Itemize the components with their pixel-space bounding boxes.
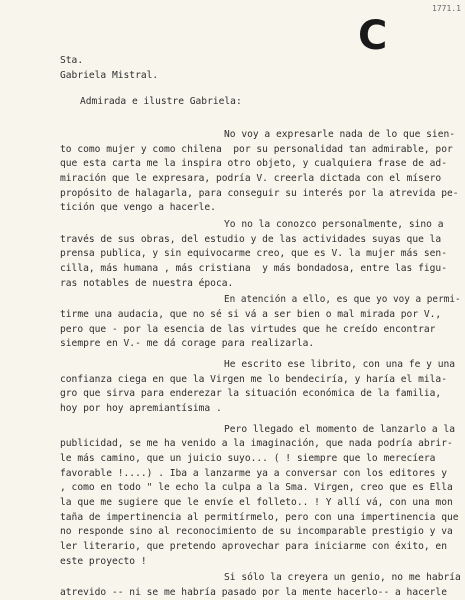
body-line: miración que le expresara, podría V. creerla dictada con el mísero [60, 173, 442, 184]
address-line: Sta. [60, 55, 84, 66]
reference-number: 1771.1 [432, 4, 461, 13]
body-line: hoy por hoy apremiantísima . [60, 403, 222, 414]
body-line: ras notables de nuestra época. [60, 278, 234, 289]
body-line: ler literario, que pretendo aprovechar para iniciarme con éxito, en [60, 541, 447, 552]
salutation: Admirada e ilustre Gabriela: [80, 96, 242, 107]
body-line: siempre en V.- me dá corage para realizarla. [60, 338, 315, 349]
body-line: atrevido -- ni se me habría pasado por la mente hacerlo-- a hacerle [60, 587, 447, 598]
body-line: Pero llegado el momento de lanzarlo a la [224, 424, 456, 435]
body-line: cilla, más humana , más cristiana y más bondadosa, entre las figu- [60, 263, 447, 274]
body-line: la que me sugiere que le envíe el folleto.. ! Y allí vá, con una mon [60, 497, 453, 508]
body-line: favorable !....) . Iba a lanzarme ya a conversar con los editores y [60, 468, 447, 479]
margin-letter-mark: C [358, 13, 388, 59]
address-line: Gabriela Mistral. [60, 70, 159, 81]
body-line: Si sólo la creyera un genio, no me habría [224, 572, 461, 583]
body-line: prensa publica, y sin equivocarme creo, que es V. la mujer más sen- [60, 248, 447, 259]
body-line: que esta carta me la inspira otro objeto, y cualquiera frase de ad- [60, 158, 447, 169]
body-line: No voy a expresarle nada de lo que sien- [224, 129, 456, 140]
body-line: no responde sino al reconocimiento de su incomparable prestigio y va [60, 526, 453, 537]
body-line: pero que - por la esencia de las virtudes que he creído encontrar [60, 324, 436, 335]
body-line: publicidad, se me ha venido a la imaginación, que nada podría abrir- [60, 438, 453, 449]
body-line: , como en todo " le echo la culpa a la Sma. Virgen, creo que es Ella [60, 482, 453, 493]
body-line: En atención a ello, es que yo voy a permi- [224, 294, 461, 305]
body-line: tirme una audacia, que no sé si vá a ser bien o mal mirada por V., [60, 309, 442, 320]
body-line: to como mujer y como chilena por su personalidad tan admirable, por [60, 144, 453, 155]
body-line: taña de impertinencia al permitírmelo, pero con una impertinencia que [60, 512, 459, 523]
body-line: este proyecto ! [60, 556, 147, 567]
body-line: propósito de halagarla, para conseguir su interés por la atrevida pe- [60, 188, 459, 199]
body-line: tición que vengo a hacerle. [60, 202, 216, 213]
body-line: le más camino, que un juicio suyo... ( ! siempre que lo merecíera [60, 453, 436, 464]
body-line: He escrito ese librito, con una fe y una [224, 359, 456, 370]
body-line: Yo no la conozco personalmente, sino a [224, 219, 444, 230]
body-line: través de sus obras, del estudio y de las actividades suyas que la [60, 234, 442, 245]
body-line: confianza ciega en que la Virgen me lo bendeciría, y haría el mila- [60, 374, 447, 385]
body-line: gro que sirva para enderezar la situación económica de la familia, [60, 388, 442, 399]
